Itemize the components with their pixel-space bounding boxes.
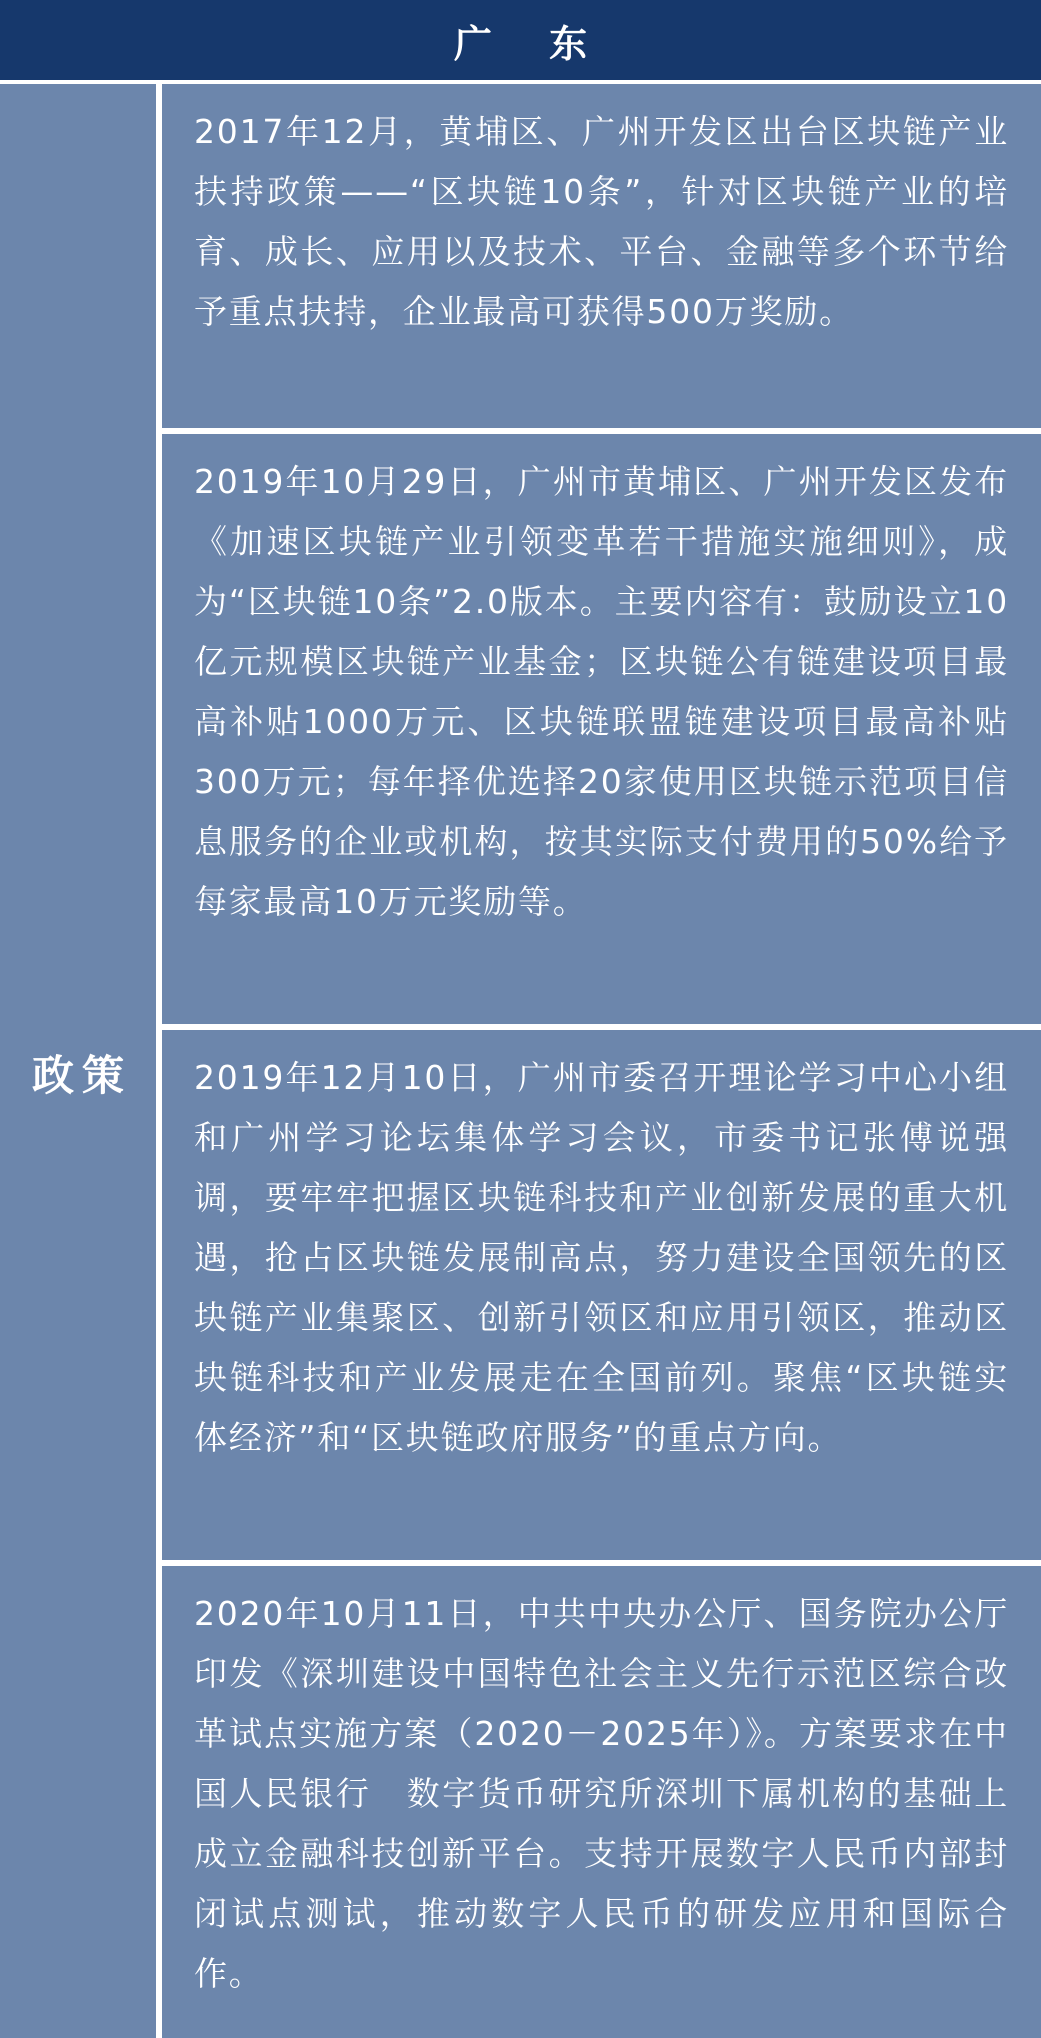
policy-entry-text: 2019年12月10日，广州市委召开理论学习中心小组和广州学习论坛集体学习会议，市委书记张傅说强调，要牢牢把握区块链科技和产业创新发展的重大机遇，抢占区块链发展制高点，努力建设全国领先的区块链产业集聚区、创新引领区和应用引领区，推动区块链科技和产业发展走在全国前列。聚焦“区块链实体经济”和“区块链政府服务”的重点方向。 [194,1058,1009,1457]
row-label: 政策 [31,1051,132,1100]
policy-entry-text: 2019年10月29日，广州市黄埔区、广州开发区发布《加速区块链产业引领变革若干措施实施细则》，成为“区块链10条”2.0版本。主要内容有：鼓励设立10亿元规模区块链产业基金；区块链公有链建设项目最高补贴1000万元、区块链联盟链建设项目最高补贴300万元；每年择优选择20家使用区块链示范项目信息服务的企业或机构，按其实际支付费用的50%给予每家最高10万元奖励等。 [194,462,1009,921]
policy-entry [162,434,1041,1024]
policy-entry [162,84,1041,428]
table-title: 广 东 [0,0,1041,80]
policy-entry-text: 2017年12月，黄埔区、广州开发区出台区块链产业扶持政策——“区块链10条”，针对区块链产业的培育、成长、应用以及技术、平台、金融等多个环节给予重点扶持，企业最高可获得500万奖励。 [194,112,1009,331]
row-label-cell [0,84,156,2038]
policy-entry [162,1566,1041,2038]
policy-entry [162,1030,1041,1560]
policy-entry-text: 2020年10月11日，中共中央办公厅、国务院办公厅印发《深圳建设中国特色社会主义先行示范区综合改革试点实施方案（2020－2025年）》。方案要求在中国人民银行 数字货币研究所深圳下属机构的基础上成立金融科技创新平台。支持开展数字人民币内部封闭试点测试，推动数字人民币的研发应用和国际合作。 [194,1594,1009,1993]
